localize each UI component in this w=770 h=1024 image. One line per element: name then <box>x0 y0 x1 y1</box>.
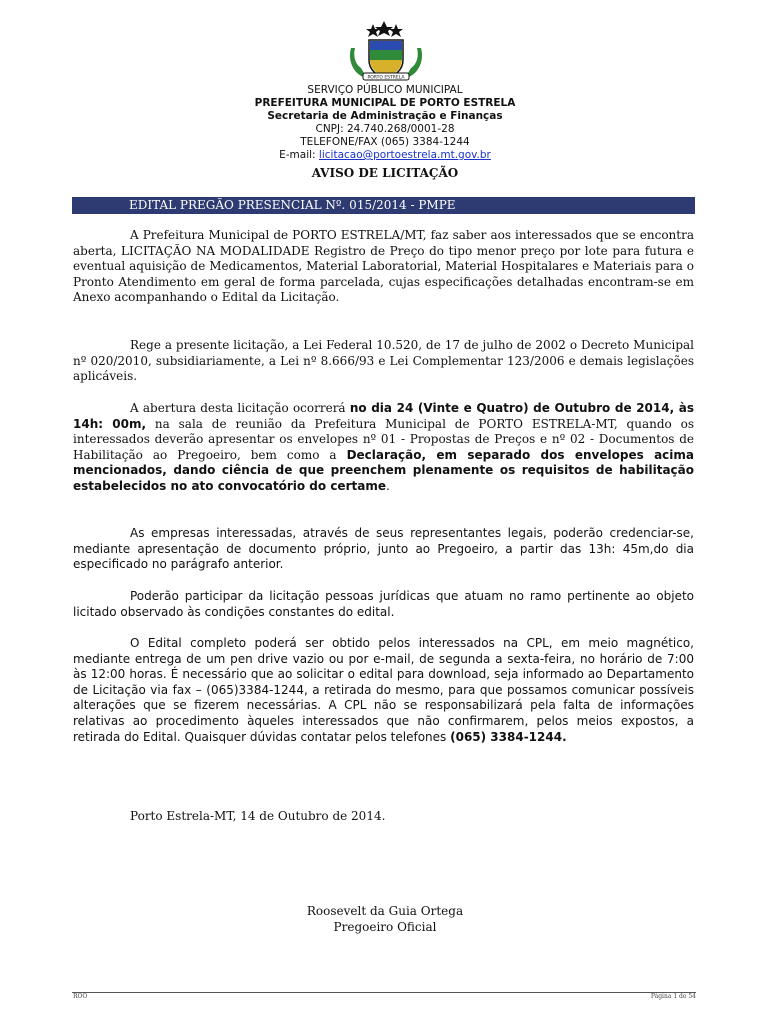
email-label: E-mail: <box>279 149 319 161</box>
paragraph-6-text: O Edital completo poderá ser obtido pelos interessados na CPL, em meio magnético, mediante entrega de um pen drive vazio ou por e-mail, de segunda a sexta-feira, no horário de 7:00 às 12:00 horas. É necessário que ao solicitar o edital para download, seja informado ao Departamento de Licitação via fax – (065)3384-1244, a retirada do mesmo, para que possamos comunicar possíveis alterações que se fizerem necessárias. A CPL não se responsabilizará pela falta de informações relativas ao procedimento àqueles interessados que não confirmarem, pelos meios expostos, a retirada do Edital. Quaisquer dúvidas contatar pelos telefones <box>73 636 694 744</box>
paragraph-4-text: As empresas interessadas, através de seus representantes legais, poderão credenciar-se, mediante apresentação de documento próprio, junto ao Pregoeiro, a partir das 13h: 45m,do dia especificado no parágrafo anterior. <box>73 526 694 572</box>
paragraph-5-text: Poderão participar da licitação pessoas jurídicas que atuam no ramo pertinente ao objeto licitado observado às condições constantes do edital. <box>73 589 694 619</box>
paragraph-3-date-bold: no dia 24 (Vinte e Quatro) de Outubro de 2014, às 14h: 00m, <box>73 401 694 431</box>
paragraph-3-declaracao-bold: Declaração, em separado dos envelopes acima mencionados, dando ciência de que preenchem plenamente os requisitos de habilitação estabelecidos no ato convocatório do certame <box>73 447 694 493</box>
header-cnpj: CNPJ: 24.740.268/0001-28 <box>315 123 455 135</box>
signature-name: Roosevelt da Guia Ortega <box>306 904 464 918</box>
paragraph-3-text-e: . <box>385 478 390 493</box>
date-line: Porto Estrela-MT, 14 de Outubro de 2014. <box>130 809 386 823</box>
municipal-crest-icon <box>343 20 429 84</box>
paragraph-2-text: Rege a presente licitação, a Lei Federal 10.520, de 17 de julho de 2002 o Decreto Municipal nº 020/2010, subsidiariamente, a Lei nº 8.666/93 e Lei Complementar 123/2006 e demais legislações aplicáveis. <box>73 338 694 384</box>
paragraph-6 <box>73 636 694 745</box>
paragraph-6-phone-bold: (065) 3384-1244. <box>450 729 567 744</box>
footer-left: ROO <box>73 993 88 1000</box>
paragraph-2 <box>73 338 694 385</box>
page-title: AVISO DE LICITAÇÃO <box>311 166 459 180</box>
header-block <box>0 84 770 162</box>
footer-divider <box>72 992 696 993</box>
edital-bar <box>72 197 695 214</box>
paragraph-1-text: A Prefeitura Municipal de PORTO ESTRELA/MT, faz saber aos interessados que se encontra aberta, LICITAÇÃO NA MODALIDADE Registro de Preço do tipo menor preço por lote para futura e eventual aquisição de Medicamentos, Material Laboratorial, Material Hospitalares e Materiais para o Pronto Atendimento em geral de forma parcelada, cujas especificações detalhadas encontram-se em Anexo acompanhando o Edital da Licitação. <box>73 228 694 305</box>
header-service: SERVIÇO PÚBLICO MUNICIPAL <box>307 84 463 96</box>
paragraph-3-text-a: A abertura desta licitação ocorrerá <box>130 401 350 415</box>
paragraph-3-text-c: na sala de reunião da Prefeitura Municipal de PORTO ESTRELA-MT, quando os interessados deverão apresentar os envelopes nº 01 - Propostas de Preços e nº 02 - Documentos de Habilitação ao Pregoeiro, bem como a <box>73 416 694 462</box>
svg-text:PORTO ESTRELA: PORTO ESTRELA <box>367 75 405 81</box>
header-email-line <box>0 149 770 162</box>
header-phone: TELEFONE/FAX (065) 3384-1244 <box>300 136 470 148</box>
email-link[interactable]: licitacao@portoestrela.mt.gov.br <box>318 149 491 161</box>
footer-page-number: Página 1 de 54 <box>650 993 696 1000</box>
header-prefeitura: PREFEITURA MUNICIPAL DE PORTO ESTRELA <box>254 97 516 109</box>
paragraph-5 <box>73 589 694 620</box>
paragraph-1 <box>73 228 694 306</box>
paragraph-3 <box>73 401 694 495</box>
paragraph-4 <box>73 526 694 573</box>
header-secretaria: Secretaria de Administração e Finanças <box>267 110 503 122</box>
edital-bar-text: EDITAL PREGÃO PRESENCIAL Nº. 015/2014 - PMPE <box>129 198 456 212</box>
signature-role: Pregoeiro Oficial <box>333 920 437 934</box>
